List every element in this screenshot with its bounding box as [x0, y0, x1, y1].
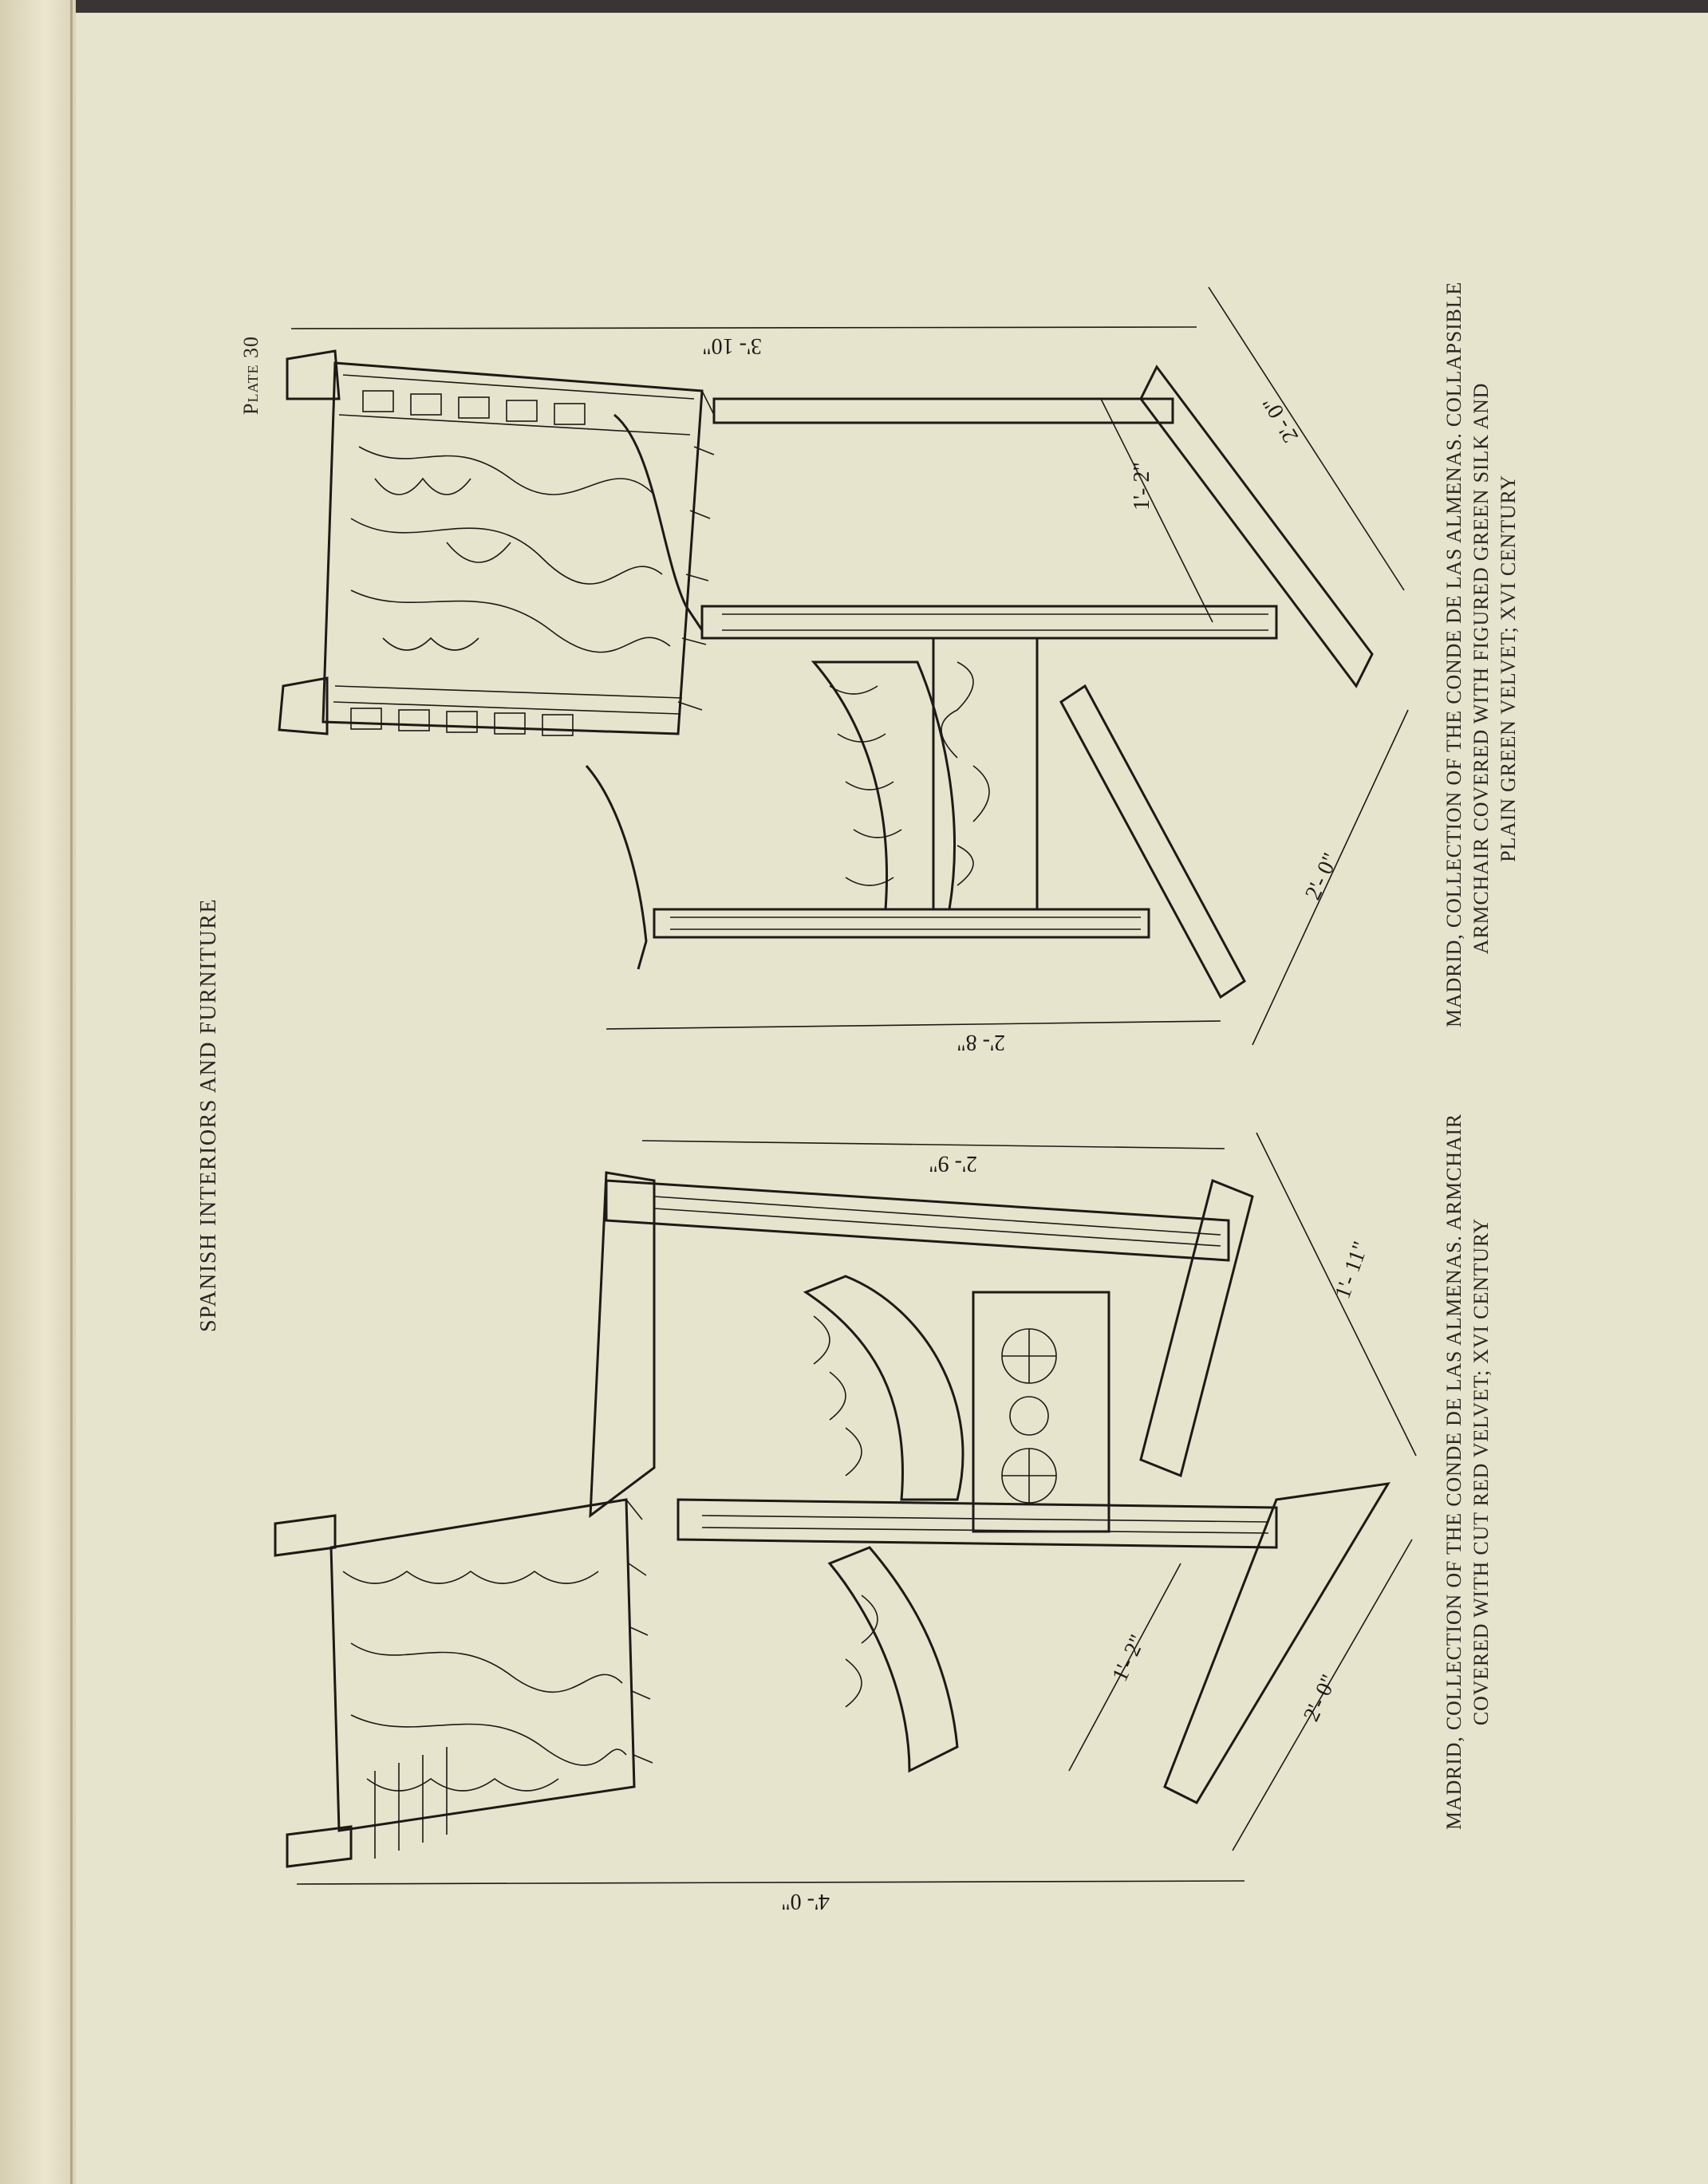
dim-seat-left: 1'- 2" [1107, 1630, 1151, 1685]
dim-line-seat [1101, 399, 1213, 622]
caption-collapsible-armchair [1441, 281, 1522, 1027]
dim-arm-height: 2'- 8" [957, 1030, 1005, 1055]
dim-depth: 2'- 0" [1257, 392, 1304, 447]
dim-line-arm-height [606, 1021, 1221, 1029]
dim-overall-height-left: 4'- 0" [781, 1889, 830, 1914]
collapsible-stretcher-rosettes [1002, 1329, 1056, 1503]
collapsible-arm-bottom [678, 1500, 1276, 1547]
armchair-seat-pattern [830, 686, 901, 885]
dim-arm-height-left: 2'- 9" [929, 1151, 977, 1176]
dim-seat: 1'- 2" [1130, 462, 1154, 511]
dim-width: 2'- 0" [1300, 849, 1344, 904]
running-head: SPANISH INTERIORS AND FURNITURE [196, 897, 221, 1332]
caption-line: MADRID, COLLECTION OF THE CONDE DE LAS ALMENAS. COLLAPSIBLE [1442, 281, 1465, 1027]
collapsible-upright-holes [375, 1747, 447, 1859]
armchair-drawing [279, 287, 1408, 1055]
caption-line: ARMCHAIR COVERED WITH FIGURED GREEN SILK AND [1469, 382, 1493, 955]
caption-armchair [1441, 1065, 1495, 1878]
dim-line-overall-height-left [297, 1881, 1245, 1884]
collapsible-seat-lower [830, 1547, 957, 1771]
armchair-arm-top [614, 415, 702, 630]
collapsible-dimensions [297, 1133, 1416, 1914]
dim-line-overall-height [291, 327, 1197, 329]
collapsible-armchair-drawing [275, 1133, 1416, 1914]
armchair-back-pattern [351, 391, 670, 735]
armchair-rear-leg [714, 399, 1173, 423]
armchair-front-leg [654, 909, 1149, 937]
plate-label: Plate 30 [239, 336, 262, 415]
collapsible-seat-pattern [814, 1316, 878, 1707]
armchair-fret-carving [670, 614, 1268, 929]
dim-line-arm-height-left [642, 1141, 1225, 1149]
caption-line: COVERED WITH CUT RED VELVET; XVI CENTURY [1469, 1217, 1493, 1726]
collapsible-back-pattern [343, 1571, 626, 1791]
armchair-arm-bottom [586, 766, 646, 969]
collapsible-seat [806, 1276, 963, 1500]
collapsible-stretcher [973, 1292, 1109, 1532]
armchair-front-rail [702, 606, 1276, 638]
collapsible-front-leg-top [1141, 1181, 1252, 1476]
dim-width-left: 2'- 0" [1299, 1670, 1343, 1725]
collapsible-arm-top [606, 1181, 1229, 1260]
caption-line: PLAIN GREEN VELVET; XVI CENTURY [1497, 475, 1520, 862]
dim-line-depth [1209, 287, 1404, 590]
dim-overall-height: 3'- 10" [702, 333, 762, 358]
collapsible-back-panel [331, 1500, 634, 1831]
armchair-back-panel [323, 363, 702, 734]
armchair-back-borders [333, 375, 694, 714]
armchair-side-runner-bottom [1061, 686, 1245, 997]
caption-line: MADRID, COLLECTION OF THE CONDE DE LAS ALMENAS. ARMCHAIR [1442, 1114, 1465, 1831]
dim-depth-left: 1'- 11" [1330, 1238, 1374, 1303]
